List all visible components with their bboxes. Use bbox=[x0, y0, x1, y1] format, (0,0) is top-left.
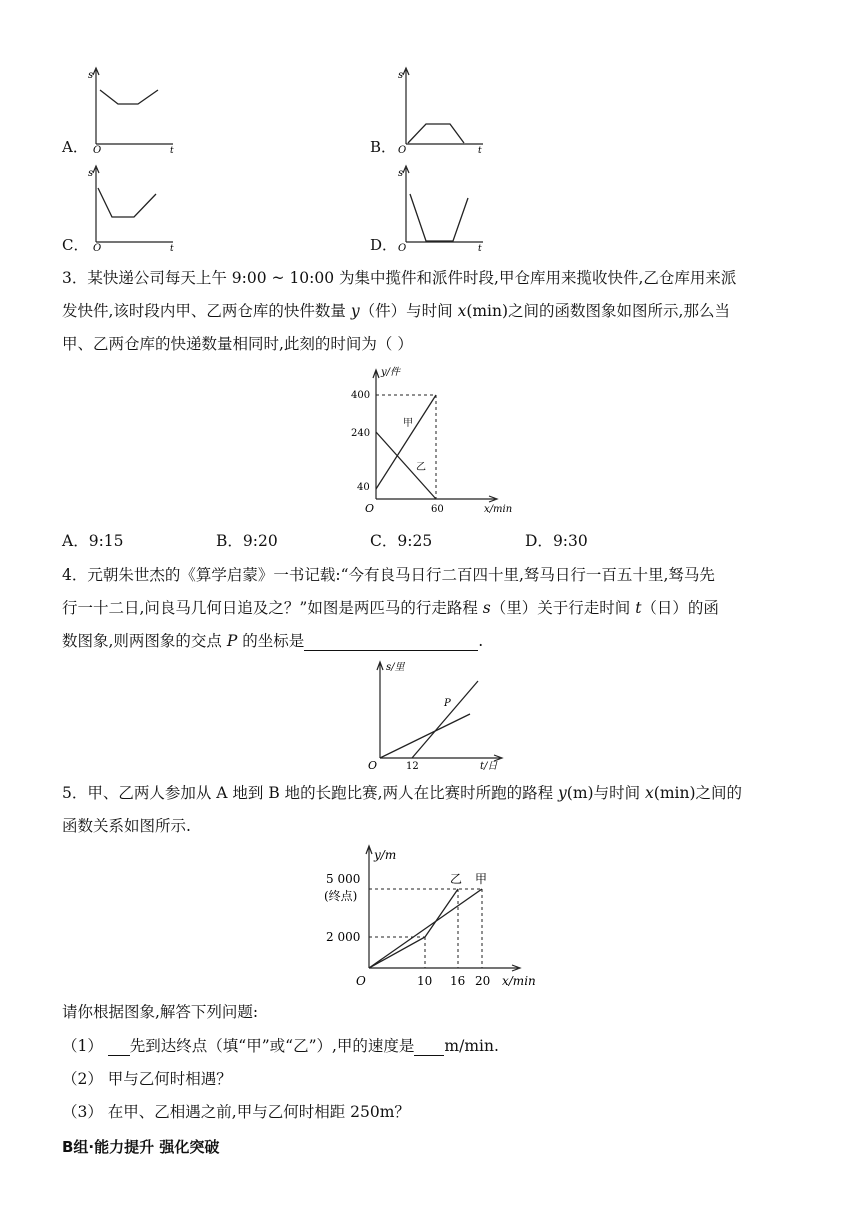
q3-option-b: B．9:20 bbox=[216, 532, 278, 550]
q5-prompt: 请你根据图象,解答下列问题: bbox=[62, 1003, 259, 1021]
q5-sub-2: （2） 甲与乙何时相遇？ bbox=[62, 1070, 232, 1088]
q5-tick-5000: 5 000 bbox=[326, 872, 361, 886]
option-a-s: s bbox=[88, 70, 94, 81]
q3-line-2: 发快件,该时段内甲、乙两仓库的快件数量 y（件）与时间 x(min)之间的函数图象如图所示,那么当 bbox=[62, 302, 730, 320]
option-b-label: B． bbox=[370, 138, 397, 156]
q4-line-3: 数图象,则两图象的交点 P 的坐标是 . bbox=[62, 632, 484, 650]
option-a-label: A． bbox=[62, 138, 88, 156]
q3-tick-40: 40 bbox=[357, 482, 370, 493]
q4-answer-blank[interactable] bbox=[304, 634, 478, 651]
q5-tick-10: 10 bbox=[417, 974, 433, 988]
option-b-t: t bbox=[478, 146, 482, 156]
option-d-origin: O bbox=[398, 243, 407, 254]
q3-option-c: C．9:25 bbox=[370, 532, 433, 550]
option-a-graph bbox=[88, 64, 183, 154]
option-a-t: t bbox=[170, 146, 174, 156]
q3-origin: O bbox=[365, 502, 375, 515]
q3-option-d: D．9:30 bbox=[525, 532, 588, 550]
q5-sub-1: （1） 先到达终点（填“甲”或“乙”）,甲的速度是 m/min. bbox=[62, 1037, 499, 1055]
q5-y-label: y/m bbox=[374, 848, 397, 862]
q5-tick-5000-note: (终点) bbox=[324, 889, 358, 903]
option-d-graph bbox=[398, 162, 493, 252]
q5-tick-20: 20 bbox=[475, 974, 491, 988]
q4-y-label: s/里 bbox=[386, 662, 405, 673]
q5-sub1-blank-speed[interactable] bbox=[414, 1039, 444, 1056]
option-d-s: s bbox=[398, 168, 404, 179]
option-b-graph bbox=[398, 64, 493, 154]
q3-tick-400: 400 bbox=[351, 390, 371, 401]
option-b-s: s bbox=[398, 70, 404, 81]
q4-line-1: 4．元朝朱世杰的《算学启蒙》一书记载:“今有良马日行二百四十里,驽马日行一百五十里,驽马先 bbox=[62, 566, 715, 584]
q5-line-2: 函数关系如图所示. bbox=[62, 817, 191, 835]
q5-x-label: x/min bbox=[502, 974, 536, 988]
q5-origin: O bbox=[356, 974, 366, 988]
q4-x-label: t/日 bbox=[480, 761, 498, 772]
q5-tick-16: 16 bbox=[450, 974, 466, 988]
q5-label-yi: 乙 bbox=[450, 872, 463, 886]
option-c-t: t bbox=[170, 244, 174, 254]
option-c-origin: O bbox=[93, 243, 102, 254]
q3-label-yi: 乙 bbox=[416, 462, 426, 473]
q4-line-2: 行一十二日,问良马几何日追及之？”如图是两匹马的行走路程 s（里）关于行走时间 t（日）的函 bbox=[62, 599, 719, 617]
q4-graph bbox=[360, 656, 510, 776]
option-c-label: C． bbox=[62, 236, 89, 254]
option-d-label: D． bbox=[370, 236, 398, 254]
q5-label-jia: 甲 bbox=[475, 872, 488, 886]
q3-y-label: y/件 bbox=[381, 367, 401, 378]
q5-line-1: 5．甲、乙两人参加从 A 地到 B 地的长跑比赛,两人在比赛时所跑的路程 y(m)与时间 x(min)之间的 bbox=[62, 784, 742, 802]
q3-tick-60: 60 bbox=[431, 504, 444, 515]
q5-sub1-blank-first[interactable] bbox=[108, 1039, 130, 1056]
option-c-s: s bbox=[88, 168, 94, 179]
q3-line-3: 甲、乙两仓库的快递数量相同时,此刻的时间为（ ） bbox=[62, 335, 413, 353]
option-b-origin: O bbox=[398, 145, 407, 156]
option-c-graph bbox=[88, 162, 183, 252]
q5-tick-2000: 2 000 bbox=[326, 930, 361, 944]
option-d-t: t bbox=[478, 244, 482, 254]
q3-label-jia: 甲 bbox=[403, 418, 413, 429]
q5-graph bbox=[318, 840, 548, 988]
option-a-origin: O bbox=[93, 145, 102, 156]
q3-graph bbox=[345, 362, 513, 520]
q4-tick-12: 12 bbox=[406, 761, 419, 772]
q3-line-1: 3．某快递公司每天上午 9:00 ~ 10:00 为集中揽件和派件时段,甲仓库用来揽收快件,乙仓库用来派 bbox=[62, 269, 737, 287]
q3-option-a: A．9:15 bbox=[62, 532, 124, 550]
q5-sub-3: （3） 在甲、乙相遇之前,甲与乙何时相距 250m？ bbox=[62, 1103, 410, 1121]
q3-x-label: x/min bbox=[484, 504, 513, 515]
section-heading: B组·能力提升 强化突破 bbox=[62, 1138, 220, 1156]
q3-tick-240: 240 bbox=[351, 428, 371, 439]
q4-point-p: P bbox=[444, 698, 451, 709]
q4-origin: O bbox=[368, 759, 378, 772]
